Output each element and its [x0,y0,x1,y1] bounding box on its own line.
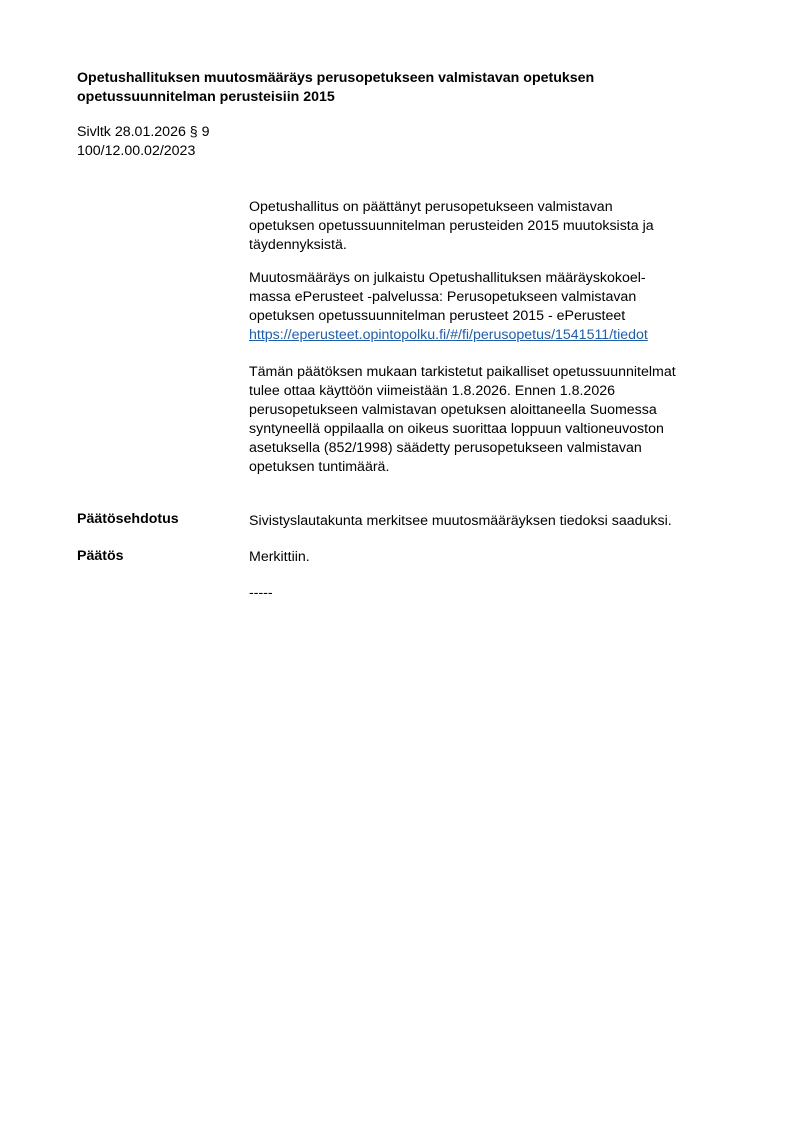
paragraph-publication [249,269,739,345]
proposal-text: Sivistyslautakunta merkitsee muutosmääräyksen tiedoksi saaduksi. [249,513,672,529]
decision-text: Merkittiin. [249,549,310,565]
decision-label: Päätös [77,548,124,564]
paragraph-implementation [249,363,739,477]
meeting-reference: Sivltk 28.01.2026 § 9 [77,124,210,140]
document-meta [77,123,210,161]
paragraph-line: opetuksen tuntimäärä. [249,459,390,475]
paragraph-decision-info [249,198,739,255]
paragraph-line: Muutosmääräys on julkaistu Opetushallituksen määräyskokoel- [249,270,646,286]
paragraph-line: tulee ottaa käyttöön viimeistään 1.8.2026. Ennen 1.8.2026 [249,383,615,399]
document-title-line-1: Opetushallituksen muutosmääräys perusopetukseen valmistavan opetuksen [77,70,595,86]
paragraph-line: Opetushallitus on päättänyt perusopetukseen valmistavan [249,199,613,215]
record-number: 100/12.00.02/2023 [77,143,196,159]
document-title-line-2: opetussuunnitelman perusteisiin 2015 [77,89,335,105]
paragraph-line: täydennyksistä. [249,237,347,253]
paragraph-line: perusopetukseen valmistavan opetuksen aloittaneella Suomessa [249,402,657,418]
document-title [77,69,717,107]
paragraph-line: opetuksen opetussuunnitelman perusteiden 2015 muutoksista ja [249,218,654,234]
eperusteet-link[interactable]: https://eperusteet.opintopolku.fi/#/fi/perusopetus/1541511/tiedot [249,327,648,343]
paragraph-line: asetuksella (852/1998) säädetty perusopetukseen valmistavan [249,440,642,456]
end-marker: ----- [249,585,273,601]
paragraph-line: massa ePerusteet -palvelussa: Perusopetukseen valmistavan [249,289,637,305]
proposal-label: Päätösehdotus [77,511,179,527]
paragraph-line: opetuksen opetussuunnitelman perusteet 2015 - ePerusteet [249,308,626,324]
paragraph-line: syntyneellä oppilaalla on oikeus suorittaa loppuun valtioneuvoston [249,421,664,437]
paragraph-line: Tämän päätöksen mukaan tarkistetut paikalliset opetussuunnitelmat [249,364,676,380]
